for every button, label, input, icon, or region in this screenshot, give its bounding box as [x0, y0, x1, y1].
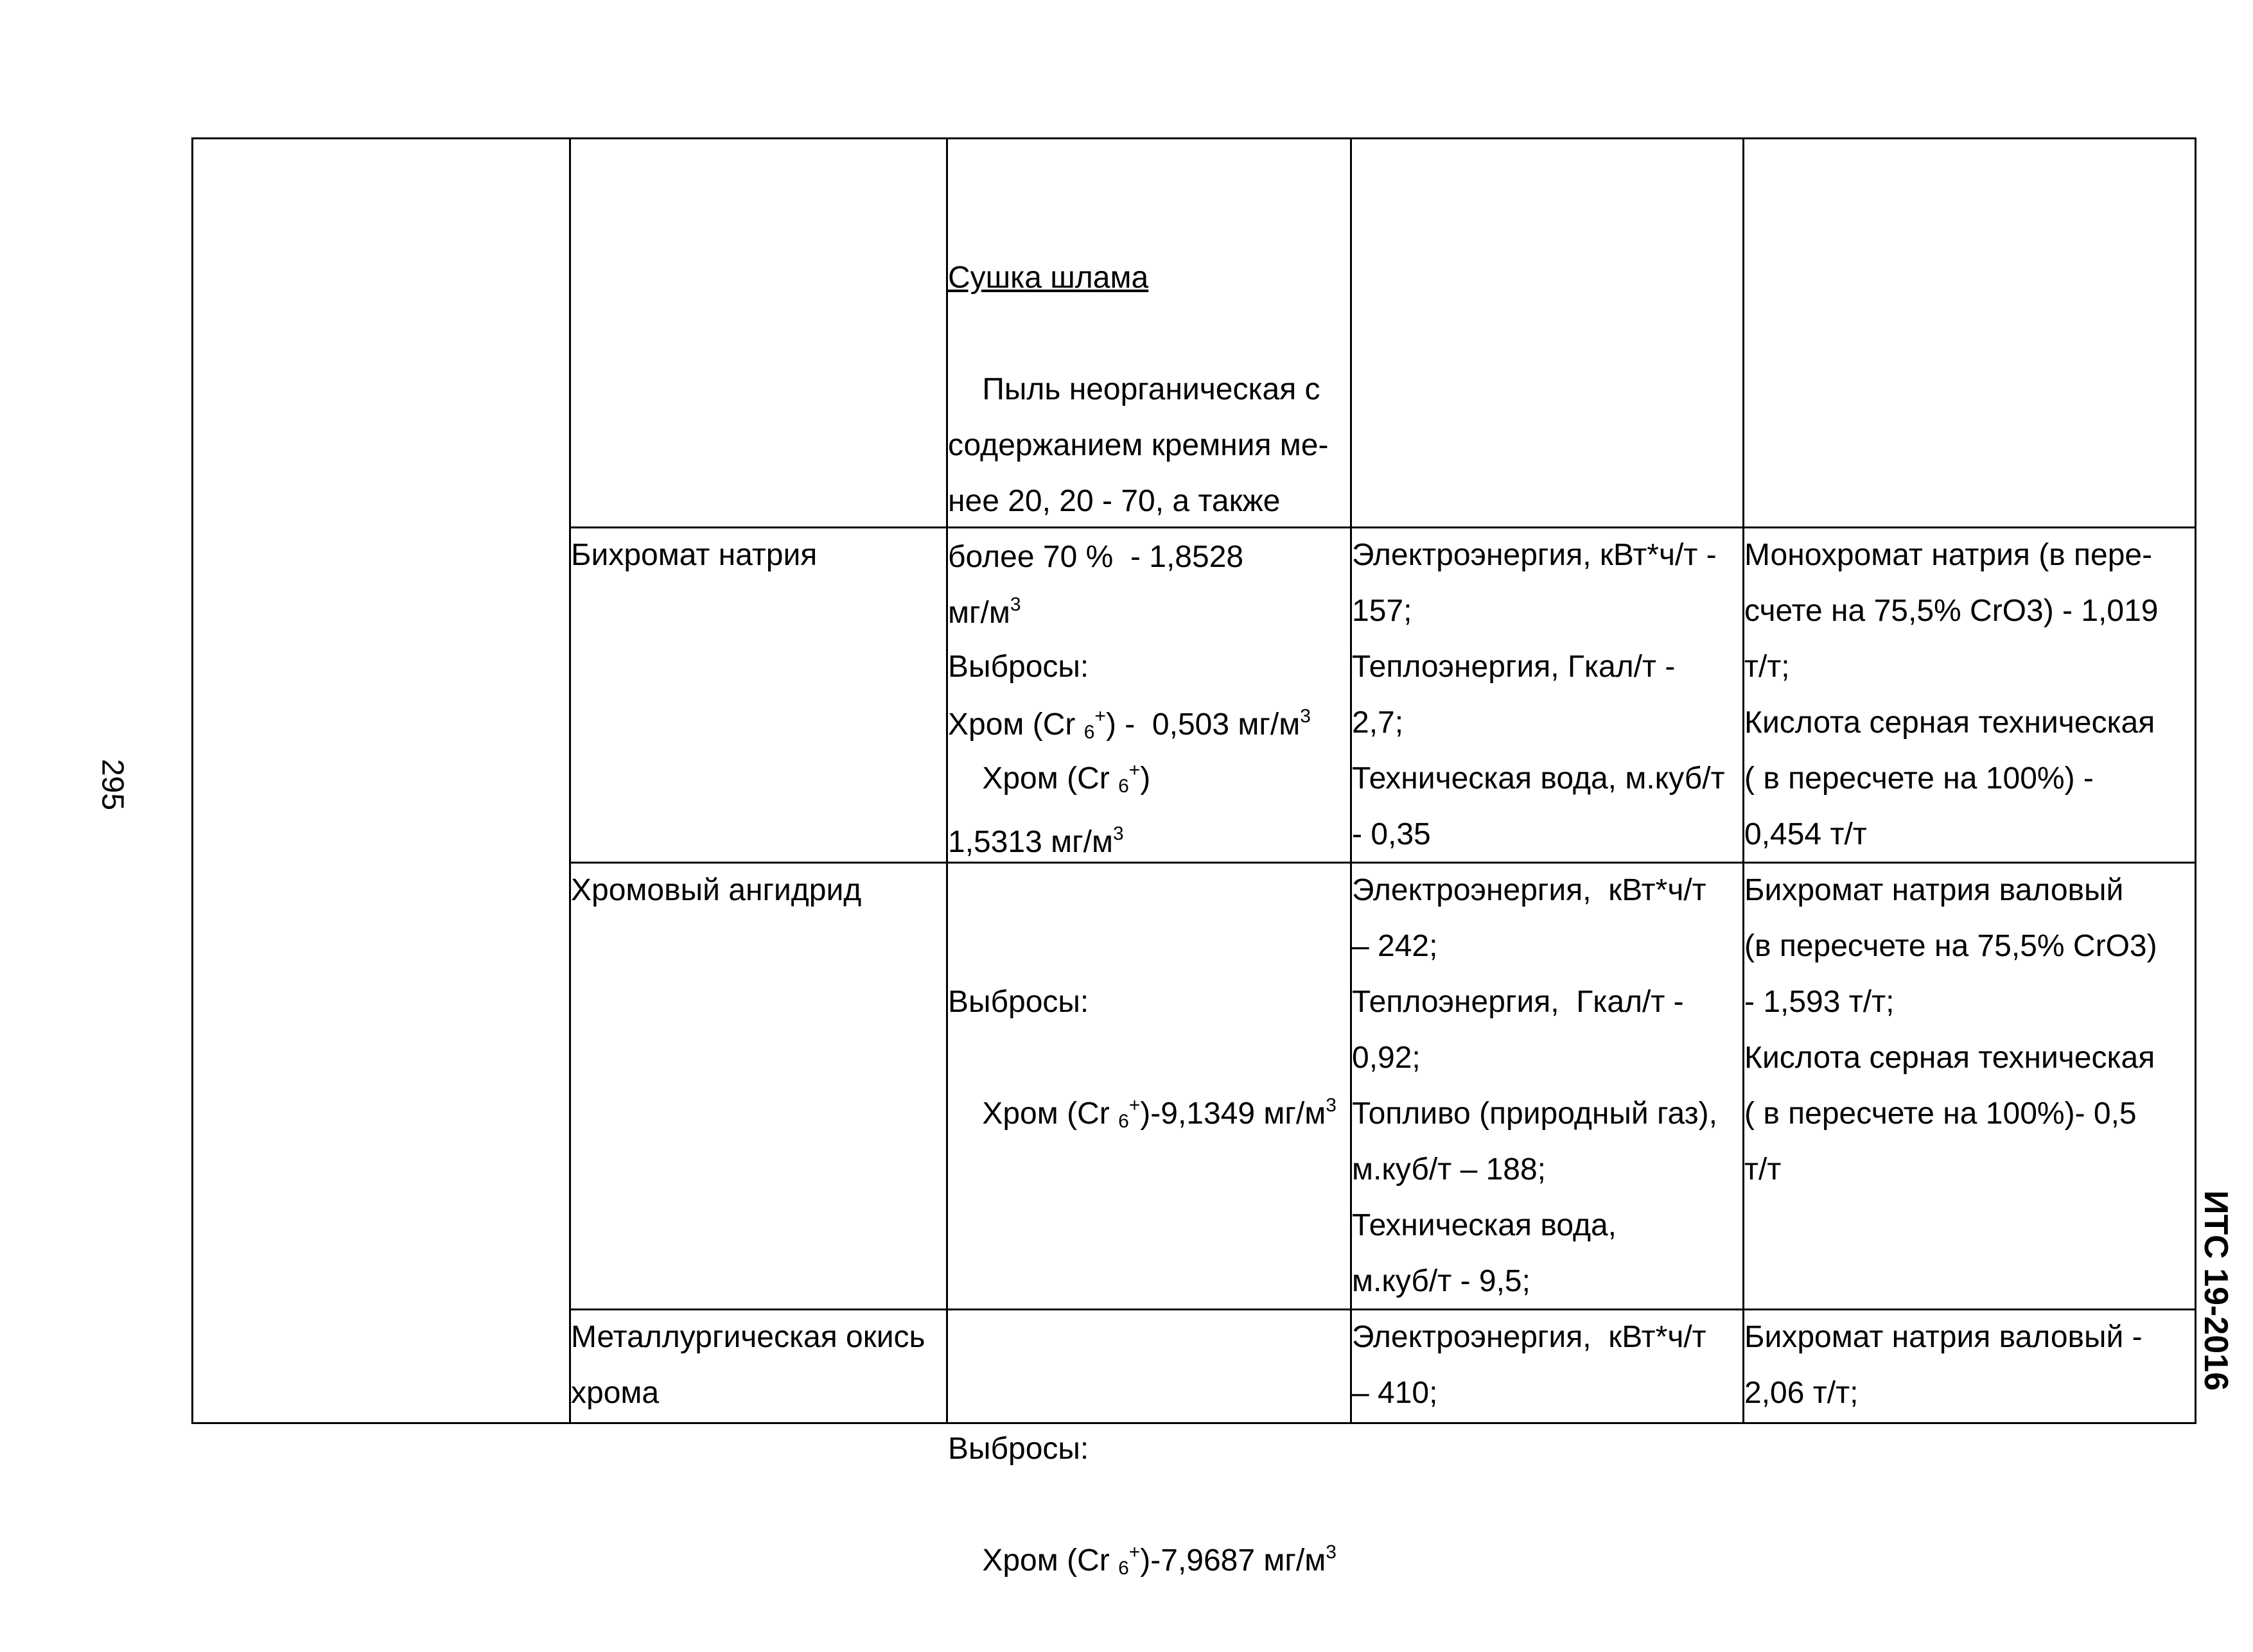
- emissions-label: Выбросы:: [948, 1432, 1089, 1466]
- materials-cell: Бихромат натрия валовый - 2,06 т/т;: [1744, 1320, 2143, 1410]
- emissions-heading: Сушка шлама: [948, 261, 1149, 295]
- product-cell: Металлургическая окись хрома: [571, 1320, 925, 1410]
- emissions-cell: [948, 1309, 1346, 1652]
- exponent: 3: [1326, 1095, 1337, 1116]
- materials-cell: Монохромат натрия (в пере- счете на 75,5% CrO3) - 1,019 т/т; Кислота серная техническая ( в пересчете на 100%) - 0,454 т/т: [1744, 538, 2159, 851]
- emissions-cell: [948, 862, 1346, 1205]
- materials-cell: Бихромат натрия валовый (в пересчете на 75,5% CrO3) - 1,593 т/т; Кислота серная техническая ( в пересчете на 100%)- 0,5 т/т: [1744, 873, 2157, 1187]
- emissions-dust-text: Пыль неорганическая с содержанием кремния ме- нее 20, 20 - 70, а также более 70 % - 1,8528 мг/м: [948, 372, 1329, 630]
- data-table: [191, 137, 2196, 1579]
- chromium-charge: +: [1128, 1542, 1141, 1563]
- exponent: 3: [1113, 823, 1124, 844]
- energy-cell: Электроэнергия, кВт*ч/т - 157; Теплоэнергия, Гкал/т - 2,7; Техническая вода, м.куб/т - 0,35: [1352, 538, 1725, 851]
- emissions-label: Выбросы:: [948, 650, 1089, 684]
- exponent: 3: [1300, 706, 1311, 727]
- chromium-charge: +: [1094, 706, 1106, 727]
- energy-cell: Электроэнергия, кВт*ч/т – 410;: [1352, 1320, 1706, 1410]
- chromium-prefix: Хром (Cr: [982, 1543, 1119, 1578]
- chromium-subscript: 6: [1083, 722, 1095, 743]
- chromium-prefix: Хром (Cr: [948, 708, 1084, 742]
- exponent: 3: [1326, 1542, 1337, 1563]
- chromium-value: )-7,9687 мг/м: [1140, 1543, 1326, 1578]
- product-cell: Хромовый ангидрид: [571, 873, 862, 907]
- column-divider: [569, 139, 571, 1422]
- chromium-prefix: Хром (Cr: [982, 1097, 1119, 1131]
- document-code: ИТС 19-2016: [2197, 1190, 2234, 1391]
- exponent: 3: [1010, 594, 1021, 615]
- page-number: 295: [95, 758, 130, 811]
- chromium-value: ) - 0,503 мг/м: [1105, 708, 1301, 742]
- chromium-subscript: 6: [1118, 1558, 1129, 1579]
- product-cell: Бихромат натрия: [571, 538, 818, 572]
- chromium-value: )-9,1349 мг/м: [1140, 1097, 1326, 1131]
- chromium-prefix: Хром (Cr: [982, 761, 1119, 796]
- chromium-value: ) 1,5313 мг/м: [948, 761, 1151, 859]
- energy-cell: Электроэнергия, кВт*ч/т – 242; Теплоэнергия, Гкал/т - 0,92; Топливо (природный газ), м.куб/т – 188; Техническая вода, м.куб/т - 9,5;: [1352, 873, 1717, 1298]
- chromium-charge: +: [1128, 1095, 1141, 1116]
- chromium-charge: +: [1128, 760, 1141, 781]
- chromium-subscript: 6: [1118, 776, 1129, 797]
- emissions-label: Выбросы:: [948, 985, 1089, 1019]
- chromium-subscript: 6: [1118, 1111, 1129, 1132]
